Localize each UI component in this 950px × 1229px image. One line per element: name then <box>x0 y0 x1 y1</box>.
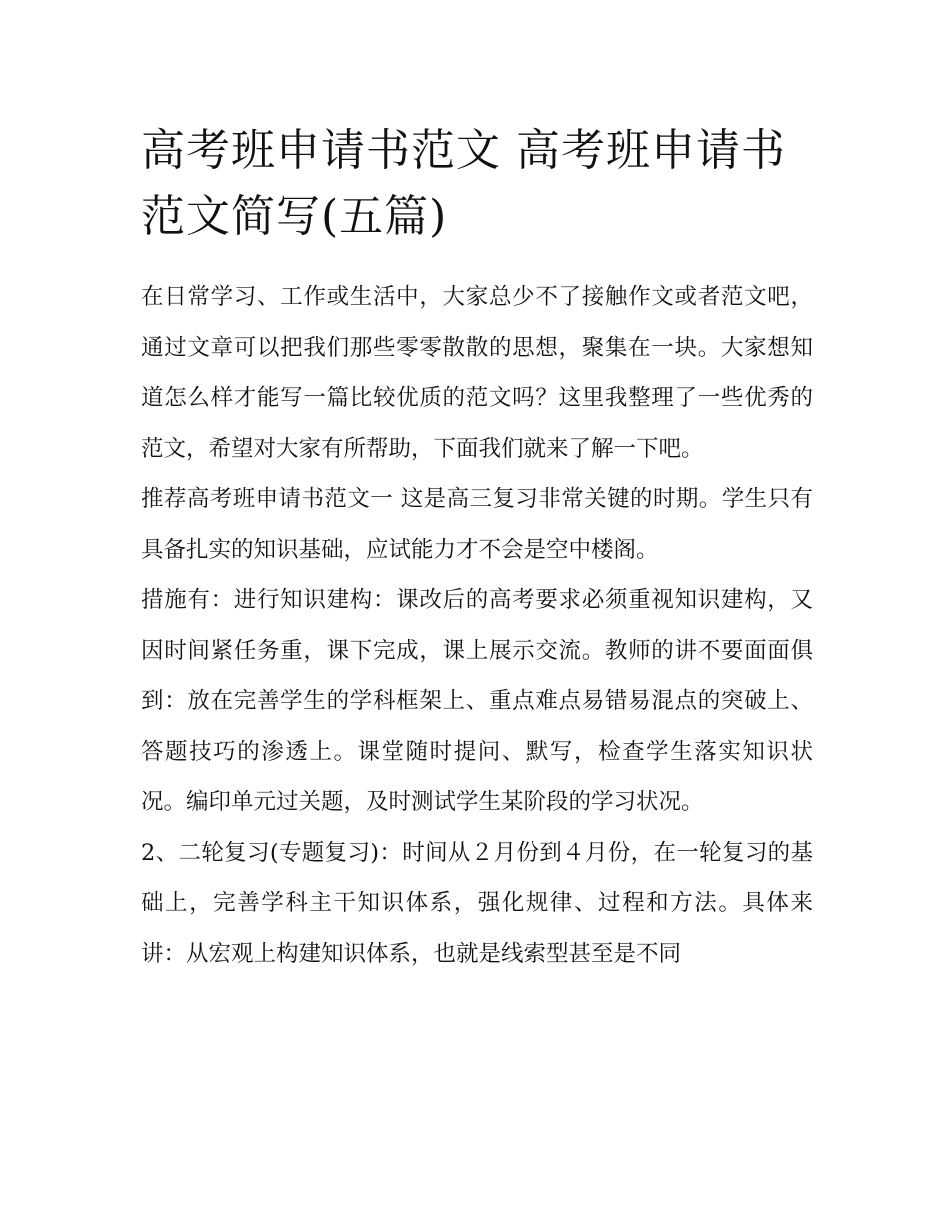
paragraph-intro: 在日常学习、工作或生活中，大家总少不了接触作文或者范文吧，通过文章可以把我们那些零零散散的思想，聚集在一块。大家想知道怎么样才能写一篇比较优质的范文吗？这里我整理了一些优秀的范文，希望对大家有所帮助，下面我们就来了解一下吧。 <box>141 284 813 462</box>
paragraph-second-round-review: 2、二轮复习(专题复习)：时间从２月份到４月份，在一轮复习的基础上，完善学科主干知识体系，强化规律、过程和方法。具体来讲：从宏观上构建知识体系，也就是线索型甚至是不同 <box>141 839 813 967</box>
document-content <box>141 118 813 979</box>
document-title: 高考班申请书范文 高考班申请书范文简写(五篇) <box>141 125 786 242</box>
paragraph-recommend-one: 推荐高考班申请书范文一 这是高三复习非常关键的时期。学生只有具备扎实的知识基础，应试能力才不会是空中楼阁。 <box>141 486 813 563</box>
paragraph-measures: 措施有：进行知识建构：课改后的高考要求必须重视知识建构，又因时间紧任务重，课下完成，课上展示交流。教师的讲不要面面俱到：放在完善学生的学科框架上、重点难点易错易混点的突破上、答题技巧的渗透上。课堂随时提问、默写，检查学生落实知识状况。编印单元过关题，及时测试学生某阶段的学习状况。 <box>141 587 813 815</box>
document-body <box>141 272 813 979</box>
